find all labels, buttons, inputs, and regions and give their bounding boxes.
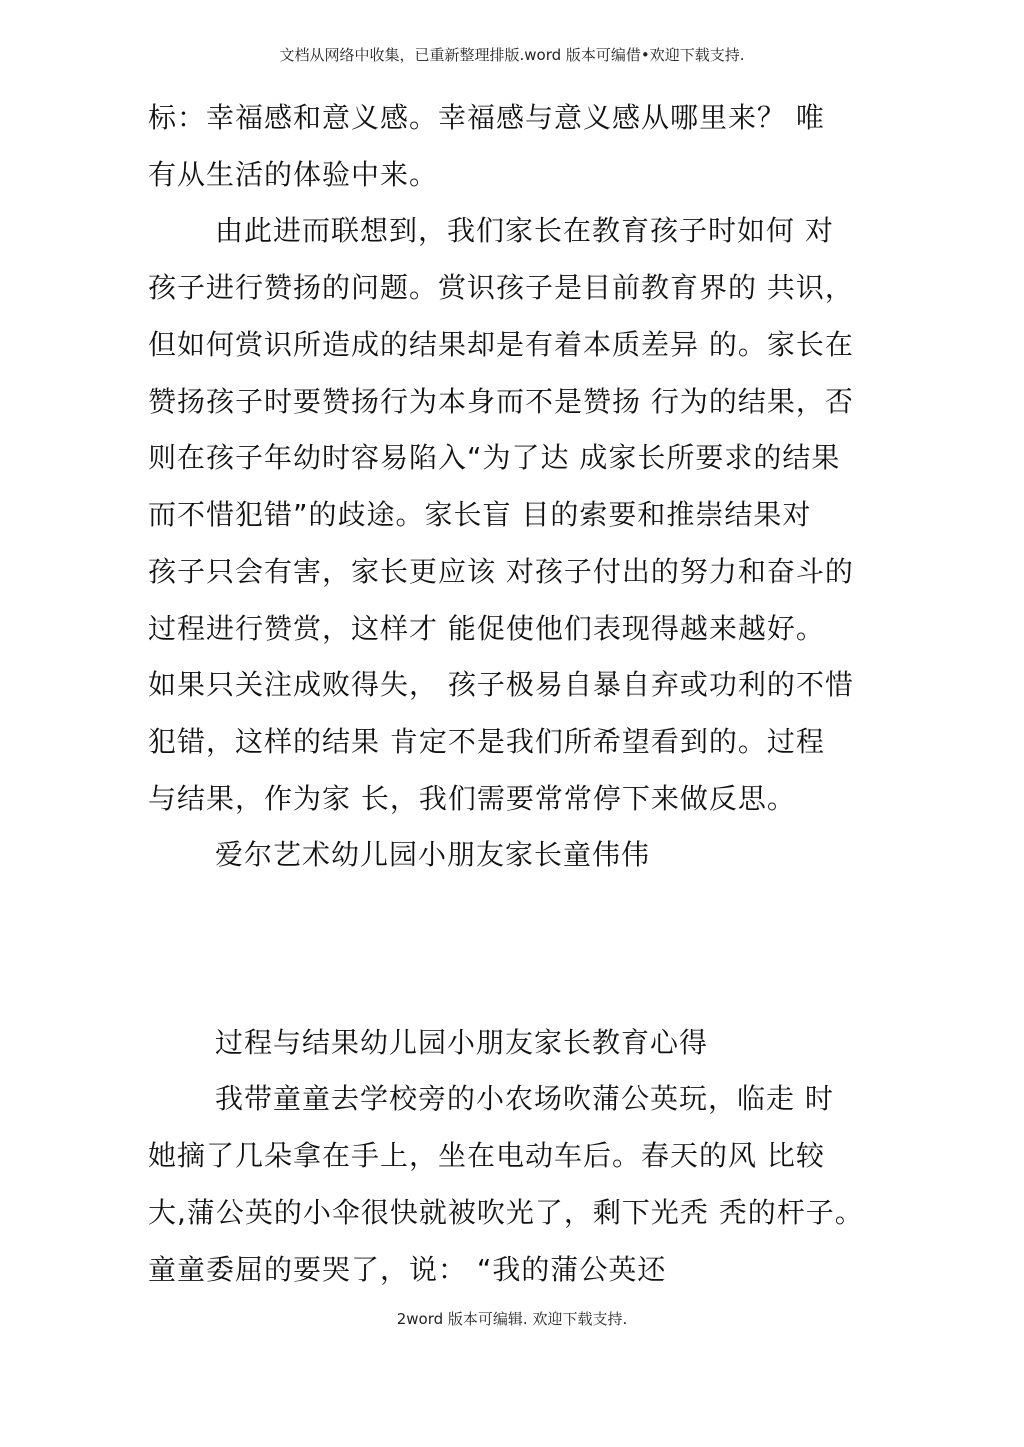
article-title: 过程与结果幼儿园小朋友家长教育心得 xyxy=(215,1026,709,1059)
body-line: 但如何赏识所造成的结果却是有着本质差异 的。家长在 xyxy=(148,328,854,361)
body-line: 而不惜犯错”的歧途。家长盲 目的索要和推崇结果对 xyxy=(148,498,812,531)
body-line: 如果只关注成败得失， 孩子极易自暴自弃或功利的不惜 xyxy=(148,668,854,701)
page-footer: 2word 版本可编辑. 欢迎下载支持. xyxy=(396,1310,628,1328)
page-header: 文档从网络中收集，已重新整理排版.word 版本可编借•欢迎下载支持. xyxy=(279,46,745,64)
body-line: 则在孩子年幼时容易陷入“为了达 成家长所要求的结果 xyxy=(148,441,841,474)
body-line: 赞扬孩子时要赞扬行为本身而不是赞扬 行为的结果，否 xyxy=(148,385,854,418)
body-line: 大,蒲公英的小伞很快就被吹光了，剩下光秃 秃的杆子。 xyxy=(148,1196,864,1229)
body-line: 过程进行赞赏，这样才 能促使他们表现得越来越好。 xyxy=(148,612,825,645)
signature-line: 爱尔艺术幼儿园小朋友家长童伟伟 xyxy=(215,838,651,871)
body-line: 标：幸福感和意义感。幸福感与意义感从哪里来？ 唯 xyxy=(148,101,825,134)
body-line: 孩子只会有害，家长更应该 对孩子付出的努力和奋斗的 xyxy=(148,555,854,588)
body-line: 有从生活的体验中来。 xyxy=(148,158,439,191)
body-line: 童童委屈的要哭了，说： “我的蒲公英还 xyxy=(148,1253,667,1286)
body-line: 由此进而联想到，我们家长在教育孩子时如何 对 xyxy=(215,214,834,247)
body-line: 孩子进行赞扬的问题。赏识孩子是目前教育界的 共识， xyxy=(148,271,854,304)
body-line: 我带童童去学校旁的小农场吹蒲公英玩，临走 时 xyxy=(215,1082,834,1115)
body-line: 与结果，作为家 长，我们需要常常停下来做反思。 xyxy=(148,782,796,815)
body-line: 犯错，这样的结果 肯定不是我们所希望看到的。过程 xyxy=(148,725,825,758)
body-line: 她摘了几朵拿在手上，坐在电动车后。春天的风 比较 xyxy=(148,1139,825,1172)
